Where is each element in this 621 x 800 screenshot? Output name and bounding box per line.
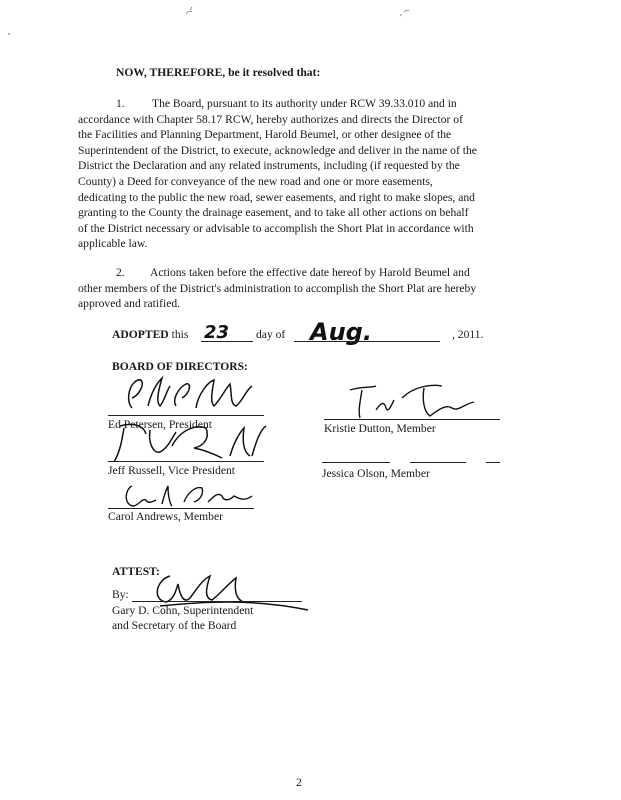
vice-president-name: Jeff Russell, Vice President <box>108 464 236 477</box>
attest-title: and Secretary of the Board <box>112 619 237 632</box>
para1-line: District the Declaration and any related instruments, including (if requested by the <box>78 159 460 173</box>
para1-line: the Facilities and Planning Department, Harold Beumel, or other designee of the <box>78 128 452 142</box>
member2-line-part <box>410 462 466 463</box>
attest-name: Gary D. Cohn, Superintendent <box>112 604 254 617</box>
para1-line: applicable law. <box>78 237 148 251</box>
member2-name: Jessica Olson, Member <box>322 467 430 480</box>
adopted-label <box>112 328 188 343</box>
member2-line-part <box>486 462 500 463</box>
adopted-day-handwritten: 23 <box>204 322 230 343</box>
para1-line: dedicating to the public the new road, sewer easements, and right to make slopes, and <box>78 190 475 204</box>
resolution-heading: NOW, THEREFORE, be it resolved that: <box>116 66 321 79</box>
attest-by: By: <box>112 588 129 601</box>
para1-line: Superintendent of the District, to execute, acknowledge and deliver in the name of the <box>78 143 477 157</box>
board-heading: BOARD OF DIRECTORS: <box>112 360 248 373</box>
para2-number: 2. <box>116 266 125 279</box>
para1-line: The Board, pursuant to its authority under RCW 39.33.010 and in <box>152 97 457 110</box>
president-line <box>108 415 264 416</box>
member1-name: Kristie Dutton, Member <box>324 422 436 435</box>
day-blank-line <box>201 341 253 342</box>
para2-body <box>78 265 476 312</box>
attest-label: ATTEST: <box>112 565 160 578</box>
para2-line: other members of the District's administration to accomplish the Short Plat are hereby <box>78 281 477 295</box>
member3-name: Carol Andrews, Member <box>108 510 223 523</box>
month-blank-line <box>294 341 440 342</box>
para1-body <box>78 96 477 252</box>
vice-president-line <box>108 461 264 462</box>
adopted-bold: ADOPTED <box>112 328 169 341</box>
page-number: 2 <box>296 776 302 789</box>
para2-line: Actions taken before the effective date hereof by Harold Beumel and <box>150 266 470 279</box>
para1-line: of the District necessary or advisable to accomplish the Short Plat in accordance with <box>78 221 474 235</box>
member1-line <box>324 419 500 420</box>
president-name: Ed Petersen, President <box>108 418 212 431</box>
scan-speck-marks <box>0 0 621 60</box>
member3-line <box>108 508 254 509</box>
member2-line-part <box>322 462 390 463</box>
adopted-year: , 2011. <box>452 328 484 341</box>
para2-line: approved and ratified. <box>78 297 181 311</box>
para1-line: accordance with Chapter 58.17 RCW, hereby authorizes and directs the Director of <box>78 112 463 126</box>
adopted-day-of: day of <box>256 328 286 341</box>
adopted-this: this <box>171 328 189 341</box>
para1-line: County) a Deed for conveyance of the new road and one or more easements, <box>78 174 433 188</box>
adopted-month-handwritten: Aug. <box>310 318 372 346</box>
para1-line: granting to the County the drainage easement, and to take all other actions on behalf <box>78 206 469 220</box>
para1-number: 1. <box>116 97 125 110</box>
attest-line <box>132 601 302 602</box>
